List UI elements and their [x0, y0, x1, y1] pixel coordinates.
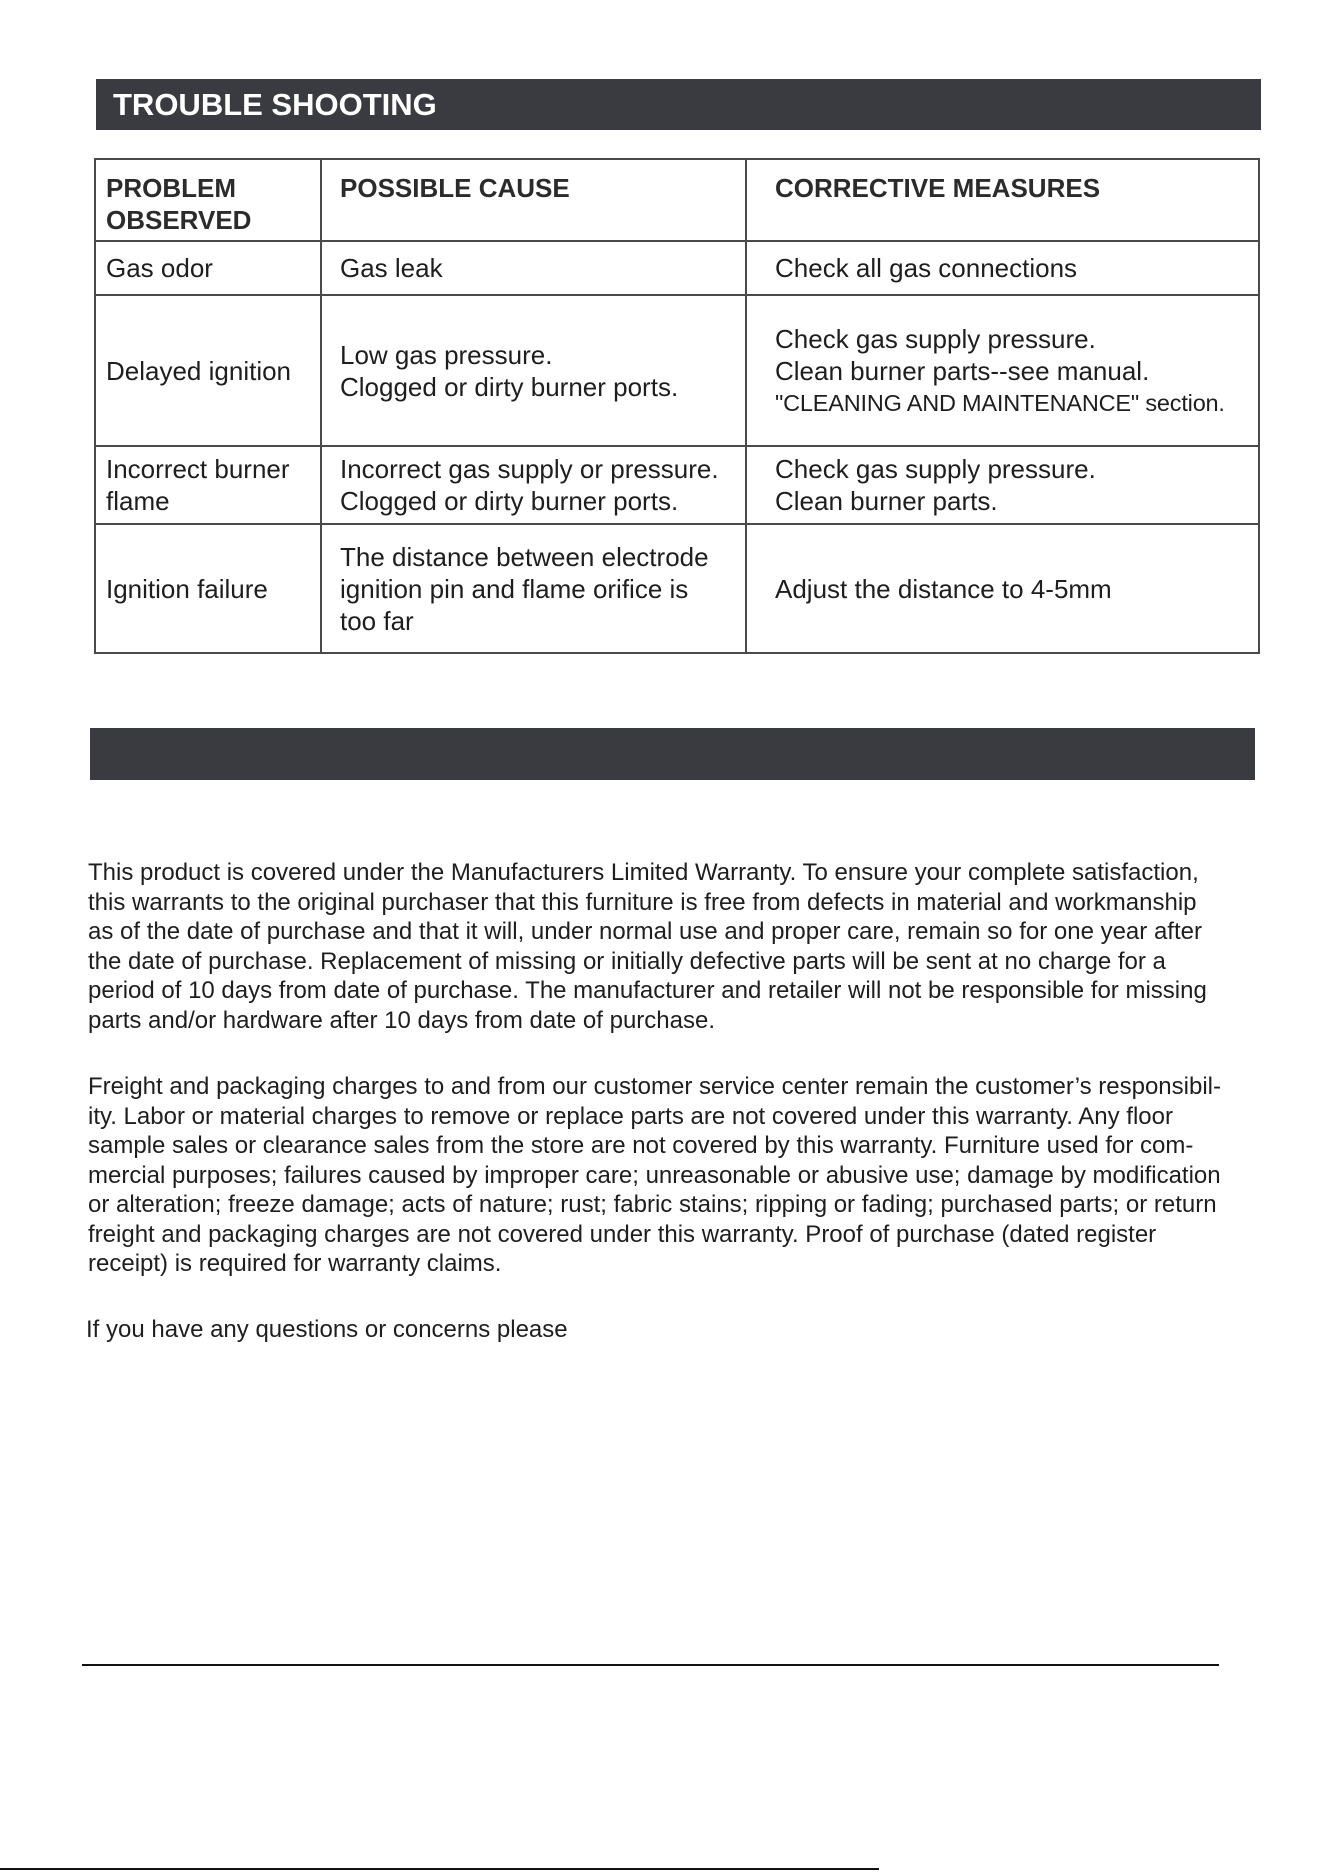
text-line: Freight and packaging charges to and from our customer service center remain the customer’s responsibil-: [88, 1073, 1221, 1100]
table-row: [95, 241, 1259, 295]
measures-cell: [746, 295, 1259, 446]
cell-line: Low gas pressure.: [340, 339, 553, 370]
problem-cell: [95, 295, 321, 446]
cell-line: Ignition failure: [106, 573, 268, 604]
cause-cell: [321, 295, 746, 446]
troubleshooting-header-bar: [96, 79, 1261, 130]
cause-cell: [321, 446, 746, 524]
header-line: PROBLEM: [106, 173, 236, 203]
cell-line: Check gas supply pressure.: [775, 323, 1096, 354]
text-line: mercial purposes; failures caused by improper care; unreasonable or abusive use; damage by modification: [88, 1161, 1221, 1189]
cell-line: Clogged or dirty burner ports.: [340, 371, 679, 402]
text-line: ity. Labor or material charges to remove or replace parts are not covered under this warranty. Any floor: [88, 1102, 1173, 1130]
warranty-exclusions-paragraph: [88, 1072, 1221, 1279]
text-line: receipt) is required for warranty claims.: [88, 1250, 502, 1277]
cell-line: too far: [340, 605, 414, 636]
warranty-paragraph: [88, 858, 1207, 1035]
text-line: the date of purchase. Replacement of missing or initially defective parts will be sent at no charge for a: [88, 947, 1166, 975]
cell-line: "CLEANING AND MAINTENANCE" section.: [775, 389, 1225, 416]
measures-cell: [746, 241, 1259, 295]
measures-cell: [746, 524, 1259, 653]
cell-line: Clean burner parts--see manual.: [775, 355, 1150, 386]
header-line: OBSERVED: [106, 205, 252, 235]
cell-line: The distance between electrode: [340, 541, 709, 572]
cell-line: Clogged or dirty burner ports.: [340, 486, 679, 516]
text-line: freight and packaging charges are not covered under this warranty. Proof of purchase (dated register: [88, 1220, 1157, 1248]
warranty-header-bar: [90, 728, 1255, 780]
header-possible-cause: POSSIBLE CAUSE: [321, 159, 746, 241]
troubleshooting-table: [94, 158, 1260, 654]
cell-line: Gas odor: [106, 253, 213, 283]
table-row: [95, 295, 1259, 446]
text-line: or alteration; freeze damage; acts of nature; rust; fabric stains; ripping or fading; purchased parts; or return: [88, 1191, 1217, 1218]
header-corrective-measures: CORRECTIVE MEASURES: [746, 159, 1259, 241]
problem-cell: [95, 524, 321, 653]
text-line: this warrants to the original purchaser that this furniture is free from defects in material and workmanship: [88, 888, 1197, 916]
text-line: sample sales or clearance sales from the store are not covered by this warranty. Furniture used for com-: [88, 1132, 1194, 1159]
cell-line: Delayed ignition: [106, 355, 292, 386]
cell-line: Check gas supply pressure.: [775, 454, 1096, 484]
text-line: as of the date of purchase and that it will, under normal use and proper care, remain so for one year after: [88, 918, 1202, 945]
table-row: [95, 446, 1259, 524]
text-line: This product is covered under the Manufacturers Limited Warranty. To ensure your complete satisfaction,: [88, 859, 1199, 886]
cell-line: flame: [106, 486, 170, 516]
problem-cell: [95, 446, 321, 524]
section-title: TROUBLE SHOOTING: [113, 87, 437, 122]
cell-line: ignition pin and flame orifice is: [340, 573, 689, 604]
table-header-row: [95, 159, 1259, 241]
cell-line: Check all gas connections: [775, 253, 1078, 283]
cell-line: Adjust the distance to 4-5mm: [775, 573, 1112, 604]
cell-line: Clean burner parts.: [775, 486, 998, 516]
cell-line: Incorrect gas supply or pressure.: [340, 454, 719, 484]
problem-cell: [95, 241, 321, 295]
text-line: period of 10 days from date of purchase. The manufacturer and retailer will not be responsible for missing: [88, 977, 1207, 1004]
cause-cell: [321, 524, 746, 653]
cell-line: Gas leak: [340, 253, 443, 283]
cause-cell: [321, 241, 746, 295]
measures-cell: [746, 446, 1259, 524]
horizontal-divider: [82, 1664, 1219, 1666]
cell-line: Incorrect burner: [106, 454, 290, 484]
header-problem-observed: [95, 159, 321, 241]
text-line: parts and/or hardware after 10 days from date of purchase.: [88, 1006, 716, 1034]
contact-paragraph: [86, 1315, 568, 1345]
bottom-divider: [0, 1868, 879, 1870]
table-row: [95, 524, 1259, 653]
text-line: If you have any questions or concerns please: [86, 1316, 568, 1343]
